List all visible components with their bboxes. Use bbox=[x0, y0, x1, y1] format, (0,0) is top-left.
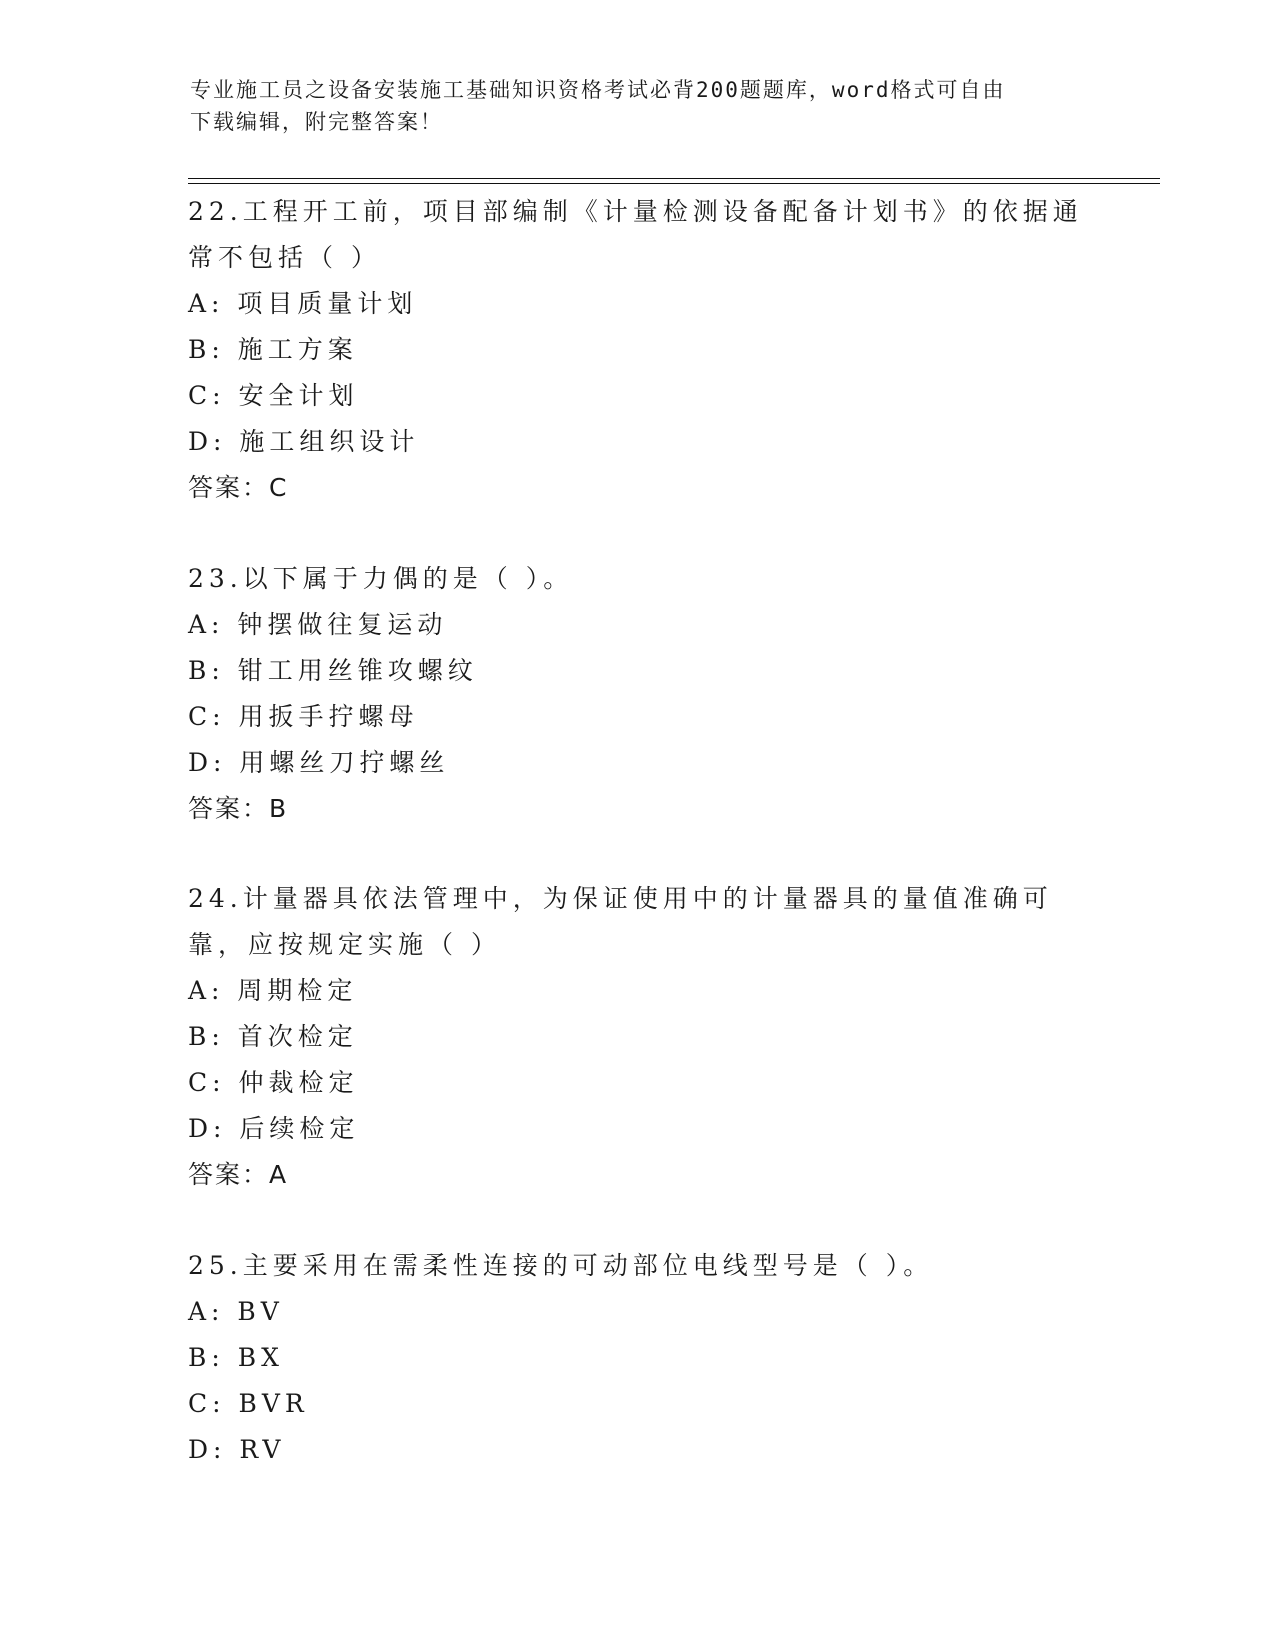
option-d: D: 施工组织设计 bbox=[188, 427, 420, 456]
question-stem: 25.主要采用在需柔性连接的可动部位电线型号是（ ）。 bbox=[188, 1251, 934, 1280]
header-divider-bottom bbox=[188, 183, 1160, 184]
question-22 bbox=[188, 189, 1108, 511]
option-b: B: 首次检定 bbox=[188, 1022, 358, 1051]
header-line-2: 下载编辑，附完整答案！ bbox=[190, 110, 443, 134]
document-header bbox=[190, 74, 1090, 138]
header-divider-top bbox=[188, 178, 1160, 179]
option-b: B: BX bbox=[188, 1343, 284, 1372]
option-d: D: 后续检定 bbox=[188, 1114, 360, 1143]
option-a: A: 周期检定 bbox=[188, 976, 358, 1005]
option-d: D: 用螺丝刀拧螺丝 bbox=[188, 748, 450, 777]
answer: 答案：A bbox=[188, 1160, 289, 1189]
option-a: A: BV bbox=[188, 1297, 284, 1326]
option-d: D: RV bbox=[188, 1435, 286, 1464]
option-c: C: BVR bbox=[188, 1389, 309, 1418]
option-c: C: 安全计划 bbox=[188, 381, 359, 410]
option-b: B: 钳工用丝锥攻螺纹 bbox=[188, 656, 478, 685]
question-stem: 22.工程开工前，项目部编制《计量检测设备配备计划书》的依据通常不包括（ ） bbox=[188, 197, 1083, 272]
option-a: A: 钟摆做往复运动 bbox=[188, 610, 448, 639]
option-b: B: 施工方案 bbox=[188, 335, 358, 364]
question-stem: 23.以下属于力偶的是（ ）。 bbox=[188, 564, 574, 593]
question-stem: 24.计量器具依法管理中，为保证使用中的计量器具的量值准确可靠，应按规定实施（ ） bbox=[188, 884, 1053, 959]
option-c: C: 用扳手拧螺母 bbox=[188, 702, 419, 731]
answer: 答案：C bbox=[188, 473, 289, 502]
question-23 bbox=[188, 556, 1108, 832]
option-c: C: 仲裁检定 bbox=[188, 1068, 359, 1097]
question-24 bbox=[188, 876, 1108, 1198]
header-line-1: 专业施工员之设备安装施工基础知识资格考试必背200题题库，word格式可自由 bbox=[190, 78, 1006, 102]
option-a: A: 项目质量计划 bbox=[188, 289, 418, 318]
question-25 bbox=[188, 1243, 1108, 1473]
answer: 答案：B bbox=[188, 794, 289, 823]
